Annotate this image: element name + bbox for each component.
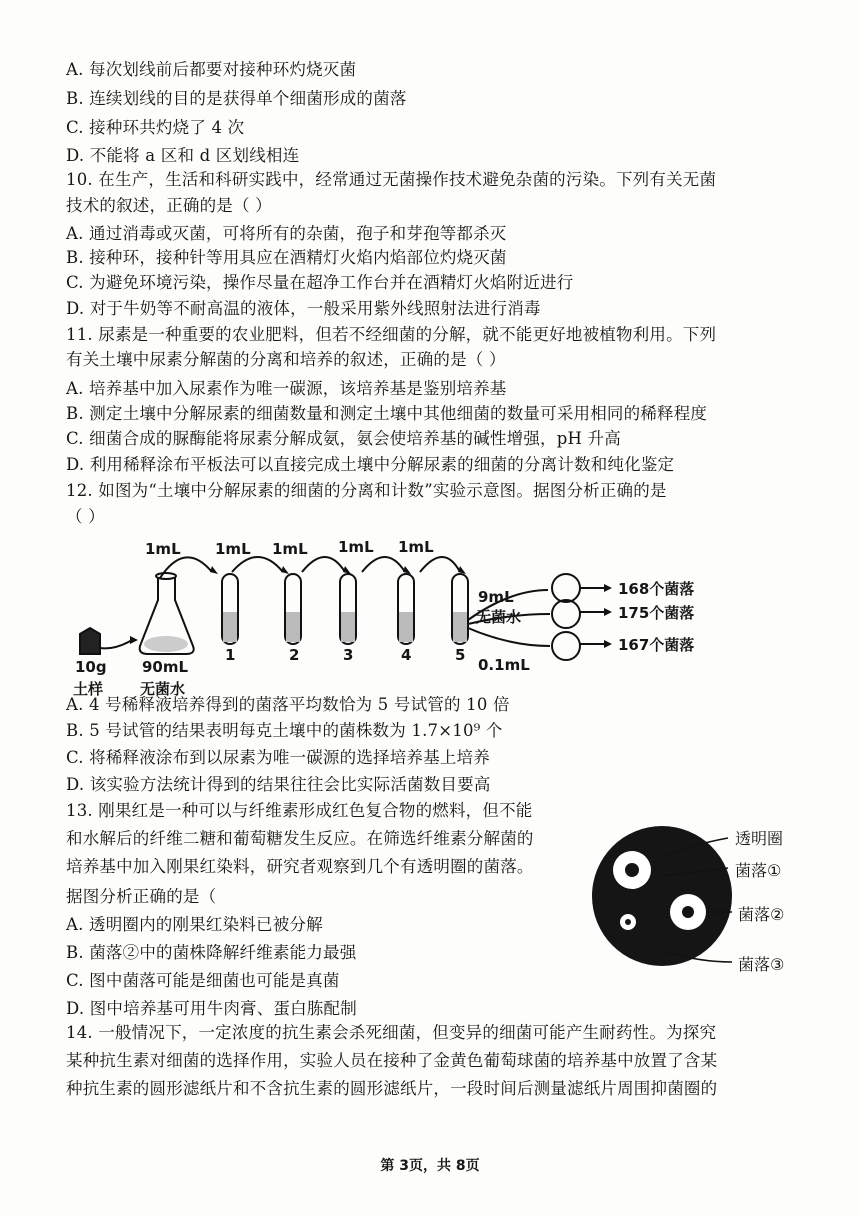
colony-2-label: 菌落② xyxy=(738,905,785,924)
question-13-line1: 13. 刚果红是一种可以与纤维素形成红色复合物的燃料，但不能 xyxy=(66,801,533,820)
option-b-q11: B. 测定土壤中分解尿素的细菌数量和测定土壤中其他细菌的数量可采用相同的稀释程度 xyxy=(66,404,708,423)
option-b-q13: B. 菌落②中的菌株降解纤维素能力最强 xyxy=(66,943,357,962)
question-13-line3: 培养基中加入刚果红染料，研究者观察到几个有透明圈的菌落。 xyxy=(66,857,534,876)
option-c-q9: C. 接种环共灼烧了 4 次 xyxy=(66,118,245,137)
soil-sample-label: 土样 xyxy=(73,680,104,698)
soil-mass-label: 10g xyxy=(75,658,107,676)
page-footer: 第 3页，共 8页 xyxy=(380,1158,480,1174)
option-d-q9: D. 不能将 a 区和 d 区划线相连 xyxy=(66,146,300,165)
colony-1-label: 菌落① xyxy=(735,861,782,880)
question-14-line2: 某种抗生素对细菌的选择作用，实验人员在接种了金黄色葡萄球菌的培养基中放置了含某 xyxy=(66,1051,718,1070)
tube-number-5: 5 xyxy=(455,646,466,664)
colony-count-3: 167个菌落 xyxy=(618,636,695,654)
question-13-line4: 据图分析正确的是（ xyxy=(66,887,217,906)
question-13-line2: 和水解后的纤维二糖和葡萄糖发生反应。在筛选纤维素分解菌的 xyxy=(66,829,534,848)
spread-volume-label: 0.1mL xyxy=(478,656,530,674)
water-volume-label: 9mL xyxy=(478,588,514,606)
colony-count-2: 175个菌落 xyxy=(618,604,695,622)
tube-number-1: 1 xyxy=(225,646,236,664)
option-c-q10: C. 为避免环境污染，操作尽量在超净工作台并在酒精灯火焰附近进行 xyxy=(66,273,574,292)
transfer-label-4: 1mL xyxy=(338,538,374,556)
water-label: 无菌水 xyxy=(476,608,522,626)
colony-1 xyxy=(625,863,639,877)
option-d-q10: D. 对于牛奶等不耐高温的液体，一般采用紫外线照射法进行消毒 xyxy=(66,299,541,318)
colony-3 xyxy=(625,919,631,925)
option-a-q13: A. 透明圈内的刚果红染料已被分解 xyxy=(66,915,323,934)
question-14-line3: 种抗生素的圆形滤纸片和不含抗生素的圆形滤纸片，一段时间后测量滤纸片周围抑菌圈的 xyxy=(66,1079,718,1098)
clear-zone-label: 透明圈 xyxy=(735,829,784,848)
question-12-line2: （ ） xyxy=(66,507,105,526)
option-b-q9: B. 连续划线的目的是获得单个细菌形成的菌落 xyxy=(66,89,407,108)
question-10-line2: 技术的叙述，正确的是（ ） xyxy=(66,196,272,215)
option-d-q11: D. 利用稀释涂布平板法可以直接完成土壤中分解尿素的细菌的分离计数和纯化鉴定 xyxy=(66,455,675,474)
question-14-line1: 14. 一般情况下，一定浓度的抗生素会杀死细菌，但变异的细菌可能产生耐药性。为探究 xyxy=(66,1023,717,1042)
question-10-line1: 10. 在生产，生活和科研实践中，经常通过无菌操作技术避免杂菌的污染。下列有关无菌 xyxy=(66,170,717,189)
option-d-q13: D. 图中培养基可用牛肉膏、蛋白胨配制 xyxy=(66,999,357,1018)
flask-volume-label: 90mL xyxy=(142,658,189,676)
question-11-line2: 有关土壤中尿素分解菌的分离和培养的叙述，正确的是（ ） xyxy=(66,350,506,369)
option-c-q12: C. 将稀释液涂布到以尿素为唯一碳源的选择培养基上培养 xyxy=(66,748,490,767)
transfer-label-1: 1mL xyxy=(145,540,181,558)
option-d-q12: D. 该实验方法统计得到的结果往往会比实际活菌数目要高 xyxy=(66,775,491,794)
option-a-q11: A. 培养基中加入尿素作为唯一碳源，该培养基是鉴别培养基 xyxy=(66,379,507,398)
tube-number-3: 3 xyxy=(343,646,354,664)
option-c-q11: C. 细菌合成的脲酶能将尿素分解成氨，氨会使培养基的碱性增强，pH 升高 xyxy=(66,429,621,448)
transfer-label-5: 1mL xyxy=(398,538,434,556)
transfer-label-2: 1mL xyxy=(215,540,251,558)
question-12-line1: 12. 如图为“土壤中分解尿素的细菌的分离和计数”实验示意图。据图分析正确的是 xyxy=(66,481,667,500)
transfer-label-3: 1mL xyxy=(272,540,308,558)
option-a-q10: A. 通过消毒或灭菌，可将所有的杂菌，孢子和芽孢等都杀灭 xyxy=(66,224,507,243)
question-11-line1: 11. 尿素是一种重要的农业肥料，但若不经细菌的分解，就不能更好地被植物利用。下列 xyxy=(66,325,717,344)
flask-water-label: 无菌水 xyxy=(140,680,186,698)
option-c-q13: C. 图中菌落可能是细菌也可能是真菌 xyxy=(66,971,340,990)
option-b-q12: B. 5 号试管的结果表明每克土壤中的菌株数为 1.7×10⁹ 个 xyxy=(66,721,503,740)
option-a-q9: A. 每次划线前后都要对接种环灼烧灭菌 xyxy=(66,60,357,79)
tube-number-2: 2 xyxy=(289,646,300,664)
colony-2 xyxy=(682,906,694,918)
option-b-q10: B. 接种环，接种针等用具应在酒精灯火焰内焰部位灼烧灭菌 xyxy=(66,248,507,267)
tube-number-4: 4 xyxy=(401,646,412,664)
colony-3-label: 菌落③ xyxy=(738,955,785,974)
option-a-q12: A. 4 号稀释液培养得到的菌落平均数恰为 5 号试管的 10 倍 xyxy=(66,695,510,714)
colony-count-1: 168个菌落 xyxy=(618,580,695,598)
